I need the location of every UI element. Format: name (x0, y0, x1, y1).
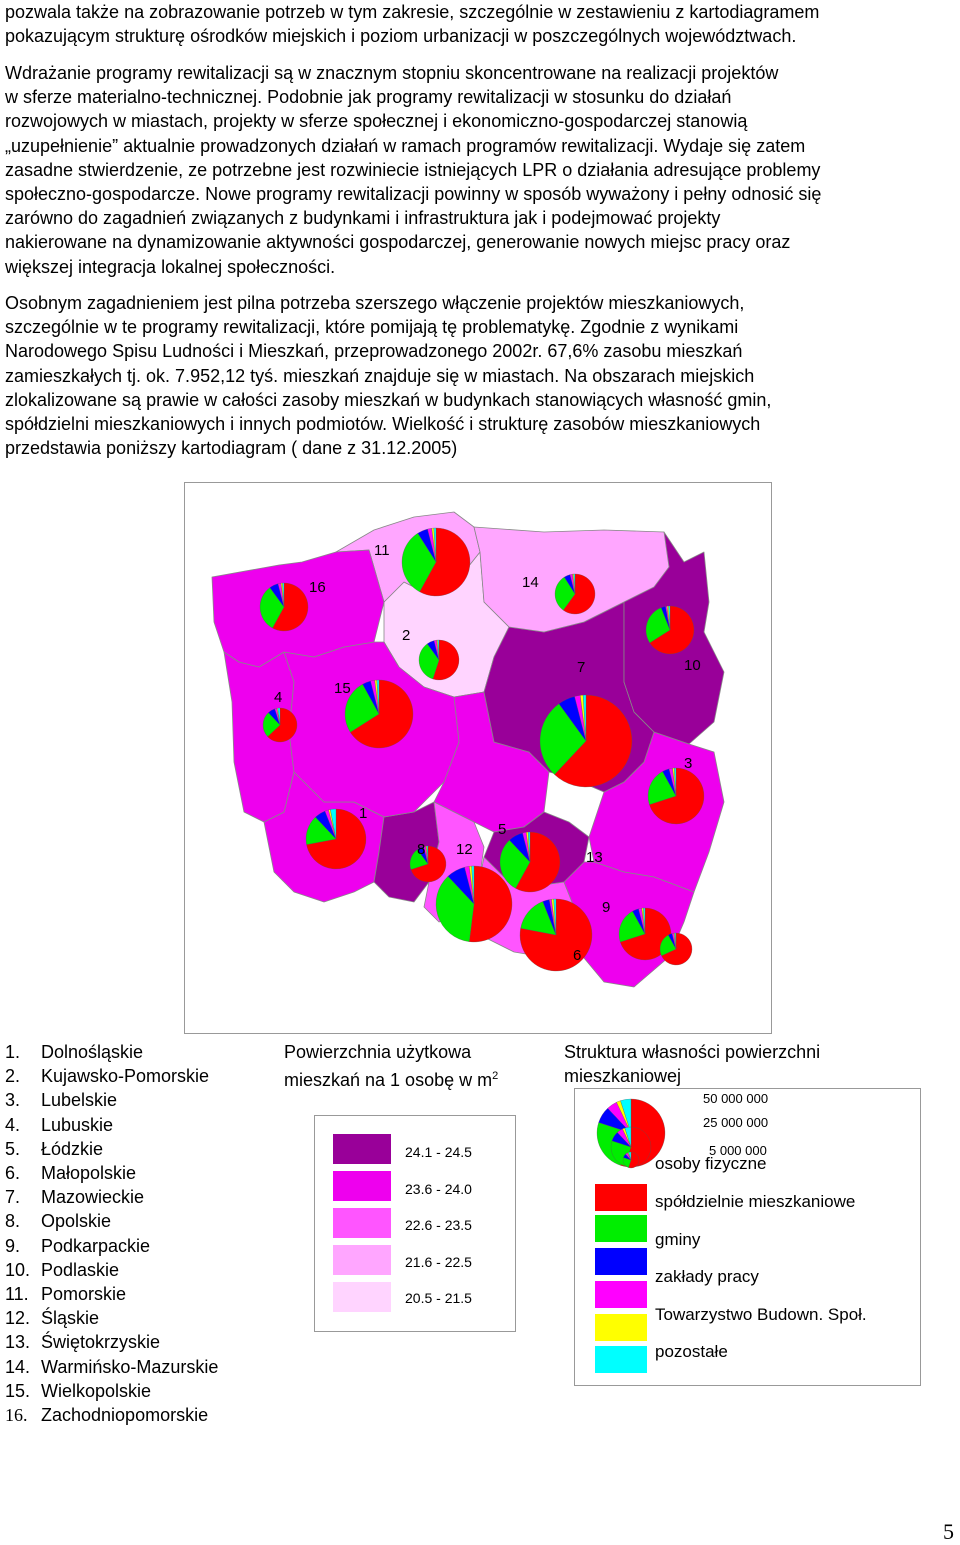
legend-label: 22.6 - 23.5 (405, 1217, 472, 1233)
map-label-16: 16 (309, 579, 326, 596)
pie-region-10 (646, 606, 694, 654)
legend-structure-box (574, 1088, 921, 1386)
list-item: 3. Lubelskie (5, 1090, 118, 1111)
text-line: w sferze materialno-technicznej. Podobnie jak programy rewitalizacji w stosunku do działań (5, 87, 732, 108)
list-item: 8. Opolskie (5, 1211, 112, 1232)
text-line: Narodowego Spisu Ludności i Mieszkań, przeprowadzonego 2002r. 67,6% zasobu mieszkań (5, 341, 743, 362)
legend-swatch (595, 1184, 647, 1211)
legend-swatch (595, 1248, 647, 1275)
map-label-10: 10 (684, 657, 701, 674)
cartodiagram-map (184, 482, 772, 1034)
text-line: Wdrażanie programy rewitalizacji są w znacznym stopniu skoncentrowane na realizacji projektów (5, 63, 779, 83)
list-item: 13. Świętokrzyskie (5, 1332, 161, 1353)
text-line: „uzupełnienie” aktualnie prowadzonych działań w ramach programów rewitalizacji. Wydaje się zatem (5, 135, 806, 156)
list-item: 6. Małopolskie (5, 1163, 137, 1184)
text-line: przedstawia poniższy kartodiagram ( dane z 31.12.2005) (5, 438, 458, 459)
paragraph-2 (5, 61, 955, 279)
text-line: rozwojowych w miastach, projekty w sferze społecznej i ekonomiczno-gospodarczej stanowią (5, 111, 748, 132)
list-item: 11. Pomorskie (5, 1284, 127, 1305)
legend-pie-small (623, 1152, 639, 1168)
map-label-1: 1 (359, 805, 368, 822)
legend-label: Towarzystwo Budown. Społ. (655, 1305, 867, 1324)
map-label-15: 15 (334, 680, 351, 697)
legend-area-box (314, 1115, 516, 1332)
legend-area-title-line1: Powierzchnia użytkowa (284, 1042, 472, 1062)
legend-structure-title-line2: mieszkaniowej (564, 1066, 682, 1086)
list-item: 1. Dolnośląskie (5, 1042, 144, 1062)
region-list (5, 1040, 218, 1427)
legend-swatch (595, 1281, 647, 1308)
map-label-7: 7 (577, 659, 586, 676)
text-line: Osobnym zagadnieniem jest pilna potrzeba szerszego włączenie projektów mieszkaniowych, (5, 293, 745, 313)
pie-region-7 (540, 695, 632, 787)
pie-region-1 (306, 809, 366, 869)
paragraph-1 (5, 0, 955, 48)
list-item: 10. Podlaskie (5, 1259, 120, 1280)
list-item: 5. Łódzkie (5, 1138, 104, 1159)
text-line: pokazującym strukturę ośrodków miejskich i poziom urbanizacji w poszczególnych województwach. (5, 26, 797, 47)
legend-label: 21.6 - 22.5 (405, 1254, 472, 1270)
legend-swatch (333, 1208, 391, 1238)
text-line: zlokalizowane są prawie w całości zasoby mieszkań w budynkach stanowiących własność gmin, (5, 389, 772, 410)
map-label-4: 4 (274, 689, 283, 706)
legend-swatch (595, 1346, 647, 1373)
list-item: 4. Lubuskie (5, 1114, 114, 1135)
list-item: 7. Mazowieckie (5, 1187, 145, 1208)
pie-region-14 (555, 574, 595, 614)
text-line: społeczno-gospodarcze. Nowe programy rewitalizacji powinny w sposób wyważony i pełny odnosić się (5, 184, 822, 205)
pie-region-9 (660, 933, 692, 965)
map-label-9: 9 (602, 899, 611, 916)
legend-area-title (284, 1040, 498, 1092)
size-label-small: 5 000 000 (709, 1143, 767, 1158)
map-label-2: 2 (402, 627, 411, 644)
pie-region-15 (345, 680, 413, 748)
legend-label: osoby fizyczne (655, 1154, 767, 1173)
list-item: 14. Warmińsko-Mazurskie (5, 1356, 219, 1377)
map-label-14: 14 (522, 574, 539, 591)
legend-label: 20.5 - 21.5 (405, 1290, 472, 1306)
map-label-8: 8 (417, 841, 426, 858)
legend-swatch (333, 1282, 391, 1312)
pie-region-11 (402, 528, 470, 596)
map-svg (184, 482, 772, 1034)
map-label-3: 3 (684, 755, 693, 772)
pie-region-2 (419, 640, 459, 680)
pie-region-5 (500, 832, 560, 892)
map-label-12: 12 (456, 841, 473, 858)
legend-swatch (333, 1245, 391, 1275)
pie-region-3 (648, 768, 704, 824)
pie-region-8 (410, 846, 446, 882)
legend-label: pozostałe (655, 1342, 728, 1361)
pie-region-12 (436, 866, 512, 942)
legend-swatch (595, 1215, 647, 1242)
size-label-large: 50 000 000 (703, 1091, 769, 1106)
list-item: 15. Wielkopolskie (5, 1380, 152, 1401)
text-line: większej integracja lokalnej społeczności. (5, 256, 336, 277)
legend-label: zakłady pracy (655, 1267, 759, 1286)
text-line: zasadne stwierdzenie, ze potrzebne jest rozwiniecie istniejących LPR o działania adresujące problemy (5, 159, 821, 180)
map-label-13: 13 (586, 849, 603, 866)
legend-label: 24.1 - 24.5 (405, 1144, 472, 1160)
legend-swatch (595, 1314, 647, 1341)
legend-structure-title-line1: Struktura własności powierzchni (564, 1042, 821, 1062)
legend-area-title-line2: mieszkań na 1 osobę w $m^2$ (284, 1070, 499, 1090)
legend-label: gminy (655, 1230, 701, 1249)
pie-region-4 (263, 708, 297, 742)
legend-swatch (333, 1171, 391, 1201)
list-item: 16. Zachodniopomorskie (5, 1405, 209, 1426)
list-item: 2. Kujawsko-Pomorskie (5, 1066, 210, 1087)
map-label-5: 5 (498, 821, 507, 838)
pie-region-16 (260, 583, 308, 631)
text-line: szczególnie w te programy rewitalizacji, które pomijają tę problematykę. Zgodnie z wynikami (5, 317, 739, 338)
text-line: zarówno do zagadnień związanych z budynkami i infrastruktura jak i podejmować projekty (5, 208, 721, 229)
paragraph-3 (5, 291, 955, 460)
text-line: spółdzielni mieszkaniowych i innych podmiotów. Wielkość i strukturę zasobów mieszkaniowych (5, 414, 761, 435)
legend-structure-title (564, 1040, 820, 1088)
legend-swatch (333, 1134, 391, 1164)
map-label-11: 11 (374, 542, 390, 559)
text-line: zamieszkałych tj. ok. 7.952,12 tyś. mieszkań znajduje się w miastach. Na obszarach miejskich (5, 365, 755, 386)
text-line: nakierowane na dynamizowanie aktywności gospodarczej, generowanie nowych miejsc pracy oraz (5, 232, 791, 253)
list-item: 12. Śląskie (5, 1308, 100, 1329)
map-label-6: 6 (573, 947, 582, 964)
legend-label: spółdzielnie mieszkaniowe (655, 1192, 856, 1211)
legend-label: 23.6 - 24.0 (405, 1181, 472, 1197)
page-number: 5 (943, 1519, 954, 1544)
text-line: pozwala także na zobrazowanie potrzeb w tym zakresie, szczególnie w zestawieniu z kartodiagramem (5, 2, 820, 22)
size-label-medium: 25 000 000 (703, 1115, 769, 1130)
list-item: 9. Podkarpackie (5, 1235, 151, 1256)
